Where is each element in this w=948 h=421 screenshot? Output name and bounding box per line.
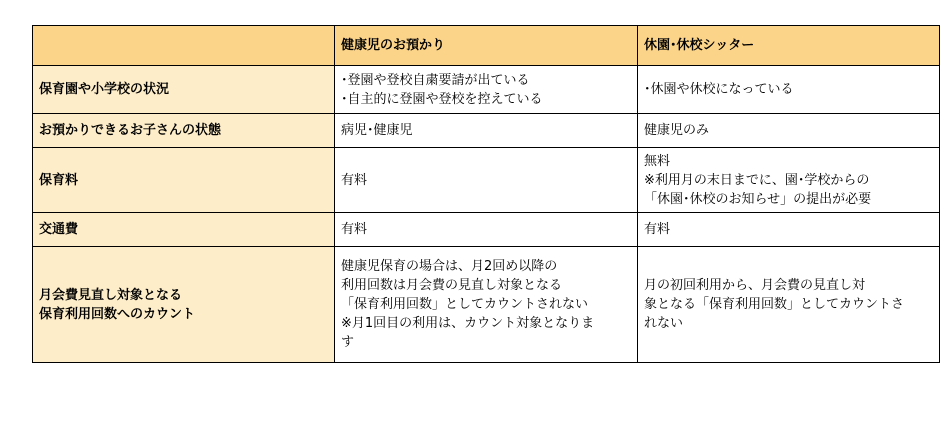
table-row <box>33 114 940 148</box>
cell-healthy-transport-fee <box>335 213 638 247</box>
cell-line: 月の初回利用から、月会費の見直し対 <box>644 278 866 293</box>
table-row <box>33 148 940 213</box>
header-closure-sitter: 休園･休校シッター <box>638 26 940 66</box>
cell-line: ※利用月の末日までに、園･学校からの <box>644 172 870 188</box>
cell-line: 「休園･休校のお知らせ」の提出が必要 <box>644 191 872 207</box>
cell-healthy-facility-status <box>335 66 638 114</box>
cell-line: 健康児のみ <box>644 123 710 138</box>
cell-sitter-child-condition <box>638 114 940 148</box>
table-row <box>33 247 940 363</box>
table-header-row <box>33 26 940 66</box>
row-label-line: 保育利用回数へのカウント <box>39 306 196 322</box>
row-label-line: 交通費 <box>39 222 79 237</box>
row-label-child-condition <box>33 114 335 148</box>
cell-line: 有料 <box>341 222 368 237</box>
cell-line: 無料 <box>644 153 671 169</box>
cell-line: ※月1回目の利用は、カウント対象となりま <box>341 316 595 331</box>
cell-healthy-usage-count <box>335 247 638 363</box>
row-label-childcare-fee <box>33 148 335 213</box>
header-healthy-child-care: 健康児のお預かり <box>335 26 638 66</box>
cell-line: 有料 <box>644 222 671 237</box>
cell-line: ･休園や休校になっている <box>644 82 794 97</box>
row-label-line: 保育料 <box>39 172 79 188</box>
header-blank-cell <box>33 26 335 66</box>
cell-sitter-usage-count <box>638 247 940 363</box>
cell-line: れない <box>644 316 684 331</box>
cell-line: す <box>341 335 355 350</box>
cell-healthy-childcare-fee <box>335 148 638 213</box>
row-label-line: お預かりできるお子さんの状態 <box>39 123 222 138</box>
cell-line: ･自主的に登園や登校を控えている <box>341 91 543 107</box>
cell-line: 健康児保育の場合は、月2回め以降の <box>341 259 558 274</box>
cell-healthy-child-condition <box>335 114 638 148</box>
row-label-line: 月会費見直し対象となる <box>39 287 183 303</box>
row-label-usage-count <box>33 247 335 363</box>
cell-line: 利用回数は月会費の見直し対象となる <box>341 278 563 293</box>
cell-sitter-childcare-fee <box>638 148 940 213</box>
cell-sitter-transport-fee <box>638 213 940 247</box>
cell-line: 象となる「保育利用回数」としてカウントさ <box>644 297 905 312</box>
row-label-transport-fee <box>33 213 335 247</box>
row-label-line: 保育園や小学校の状況 <box>39 82 170 97</box>
row-label-facility-status <box>33 66 335 114</box>
table-row <box>33 213 940 247</box>
table-row <box>33 66 940 114</box>
cell-line: 病児･健康児 <box>341 123 413 138</box>
cell-line: 有料 <box>341 172 368 188</box>
comparison-table <box>32 25 940 363</box>
cell-line: ･登園や登校自粛要請が出ている <box>341 72 530 88</box>
cell-sitter-facility-status <box>638 66 940 114</box>
cell-line: 「保育利用回数」としてカウントされない <box>341 297 589 312</box>
